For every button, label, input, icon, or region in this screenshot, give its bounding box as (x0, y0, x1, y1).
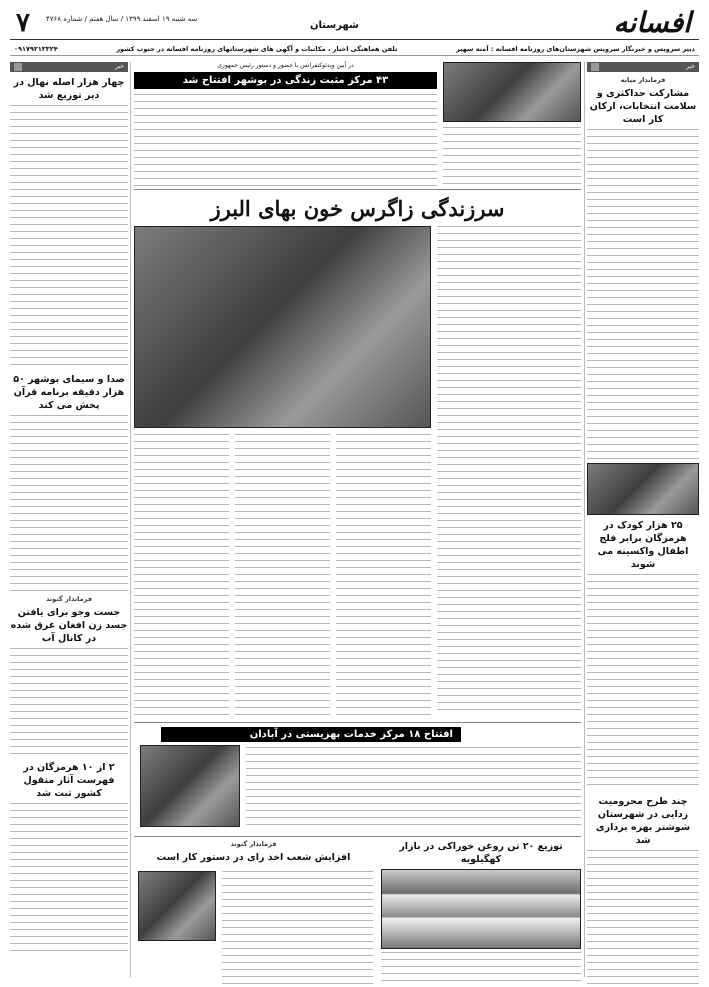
article-body (10, 648, 128, 758)
news-tag: خبر (10, 62, 128, 72)
article-headline: ۲ از ۱۰ هرمزگان در فهرست آثار منقول کشور ثبت شد (23, 762, 115, 799)
official-photo (443, 62, 581, 122)
top-story-left (134, 62, 437, 190)
oil-story (381, 837, 581, 977)
welfare-story (134, 722, 581, 830)
strip-contact: تلفن هماهنگی اخبار ، مکاتبات و آگهی های شهرستانهای روزنامه افسانه در جنوب کشور (116, 44, 398, 53)
article-headline: مشارکت حداکثری و سلامت انتخابات، ارکان کار است (589, 88, 697, 125)
article-body (235, 434, 330, 716)
article-body (246, 747, 581, 827)
banner-headline: ۴۳ مرکز مثبت زندگی در بوشهر افتتاح شد (134, 72, 437, 89)
article-photo (587, 463, 699, 515)
governor-photo (138, 871, 216, 941)
article-headline: ۲۵ هزار کودک در هرمزگان برابر فلج اطفال واکسینه می شوند (597, 520, 689, 570)
main-article-body (437, 226, 581, 716)
strip-phone: ۰۹۱۷۹۳۱۳۳۲۴ (14, 44, 58, 53)
news-tag: خبر (587, 62, 699, 72)
issue-line: سه شنبه ۱۹ اسفند ۱۳۹۹ / سال هفتم / شماره ۴۷۶۸ (46, 15, 198, 23)
article-headline: چند طرح محرومیت زدایی در شهرستان شوشتر بهره برداری شد (595, 796, 691, 846)
page-number: ۷ (16, 8, 30, 38)
main-headline: سرزندگی زاگرس خون بهای البرز (210, 196, 505, 221)
article-body (443, 127, 581, 189)
section-title: شهرستان (310, 20, 359, 31)
column-rule (584, 62, 585, 977)
page-header (10, 6, 699, 40)
article-headline: چهار هزار اصله نهال در دیر توزیع شد (13, 77, 125, 101)
banner-subtitle: در آیین ویدئوکنفرانس با حضور و دستور رئیس جمهوری (217, 62, 354, 69)
main-photo-tree-planting (134, 226, 431, 428)
column-rule (130, 62, 131, 977)
contact-strip (10, 42, 699, 56)
article-body (381, 952, 581, 987)
article-headline: افزایش شعب اخذ رای در دستور کار است (156, 852, 351, 863)
middle-section (134, 62, 581, 977)
oil-shelf-photo (381, 869, 581, 949)
article-headline: جست وجو برای یافتن جسد زن افغان غرق شده در کانال آب (10, 607, 128, 644)
article-kicker: فرماندار میانه (620, 76, 666, 84)
right-column (587, 62, 699, 977)
article-kicker: فرماندار گتوند (46, 595, 92, 603)
article-kicker: فرماندار گتوند (230, 840, 277, 848)
article-body (222, 871, 373, 987)
article-body (587, 129, 699, 459)
article-body (587, 850, 699, 987)
article-body (134, 94, 437, 186)
main-article-columns (134, 434, 431, 716)
welfare-photo (140, 745, 240, 827)
newspaper-logo: افسانه (613, 6, 691, 39)
strip-editor: دبیر سرویس و خبرنگار سرویس شهرستان‌های روزنامه افسانه : آمنه سهیر (456, 44, 695, 53)
article-body (10, 803, 128, 953)
left-column (10, 62, 128, 977)
polling-story (134, 837, 373, 977)
article-headline: صدا و سیمای بوشهر ۵۰ هزار دقیقه برنامه قرآن پخش می کند (13, 374, 125, 411)
welfare-headline: افتتاح ۱۸ مرکز خدمات بهزیستی در آبادان (161, 727, 461, 742)
article-body (336, 434, 431, 716)
article-body (10, 105, 128, 370)
article-body (134, 434, 229, 716)
bottom-stories (134, 836, 581, 977)
top-story-right (443, 62, 581, 190)
article-body (10, 415, 128, 595)
article-headline: توزیع ۲۰ تن روغن خوراکی در بازار کهگیلویه (399, 841, 563, 865)
article-body (587, 574, 699, 789)
top-story (134, 62, 581, 190)
